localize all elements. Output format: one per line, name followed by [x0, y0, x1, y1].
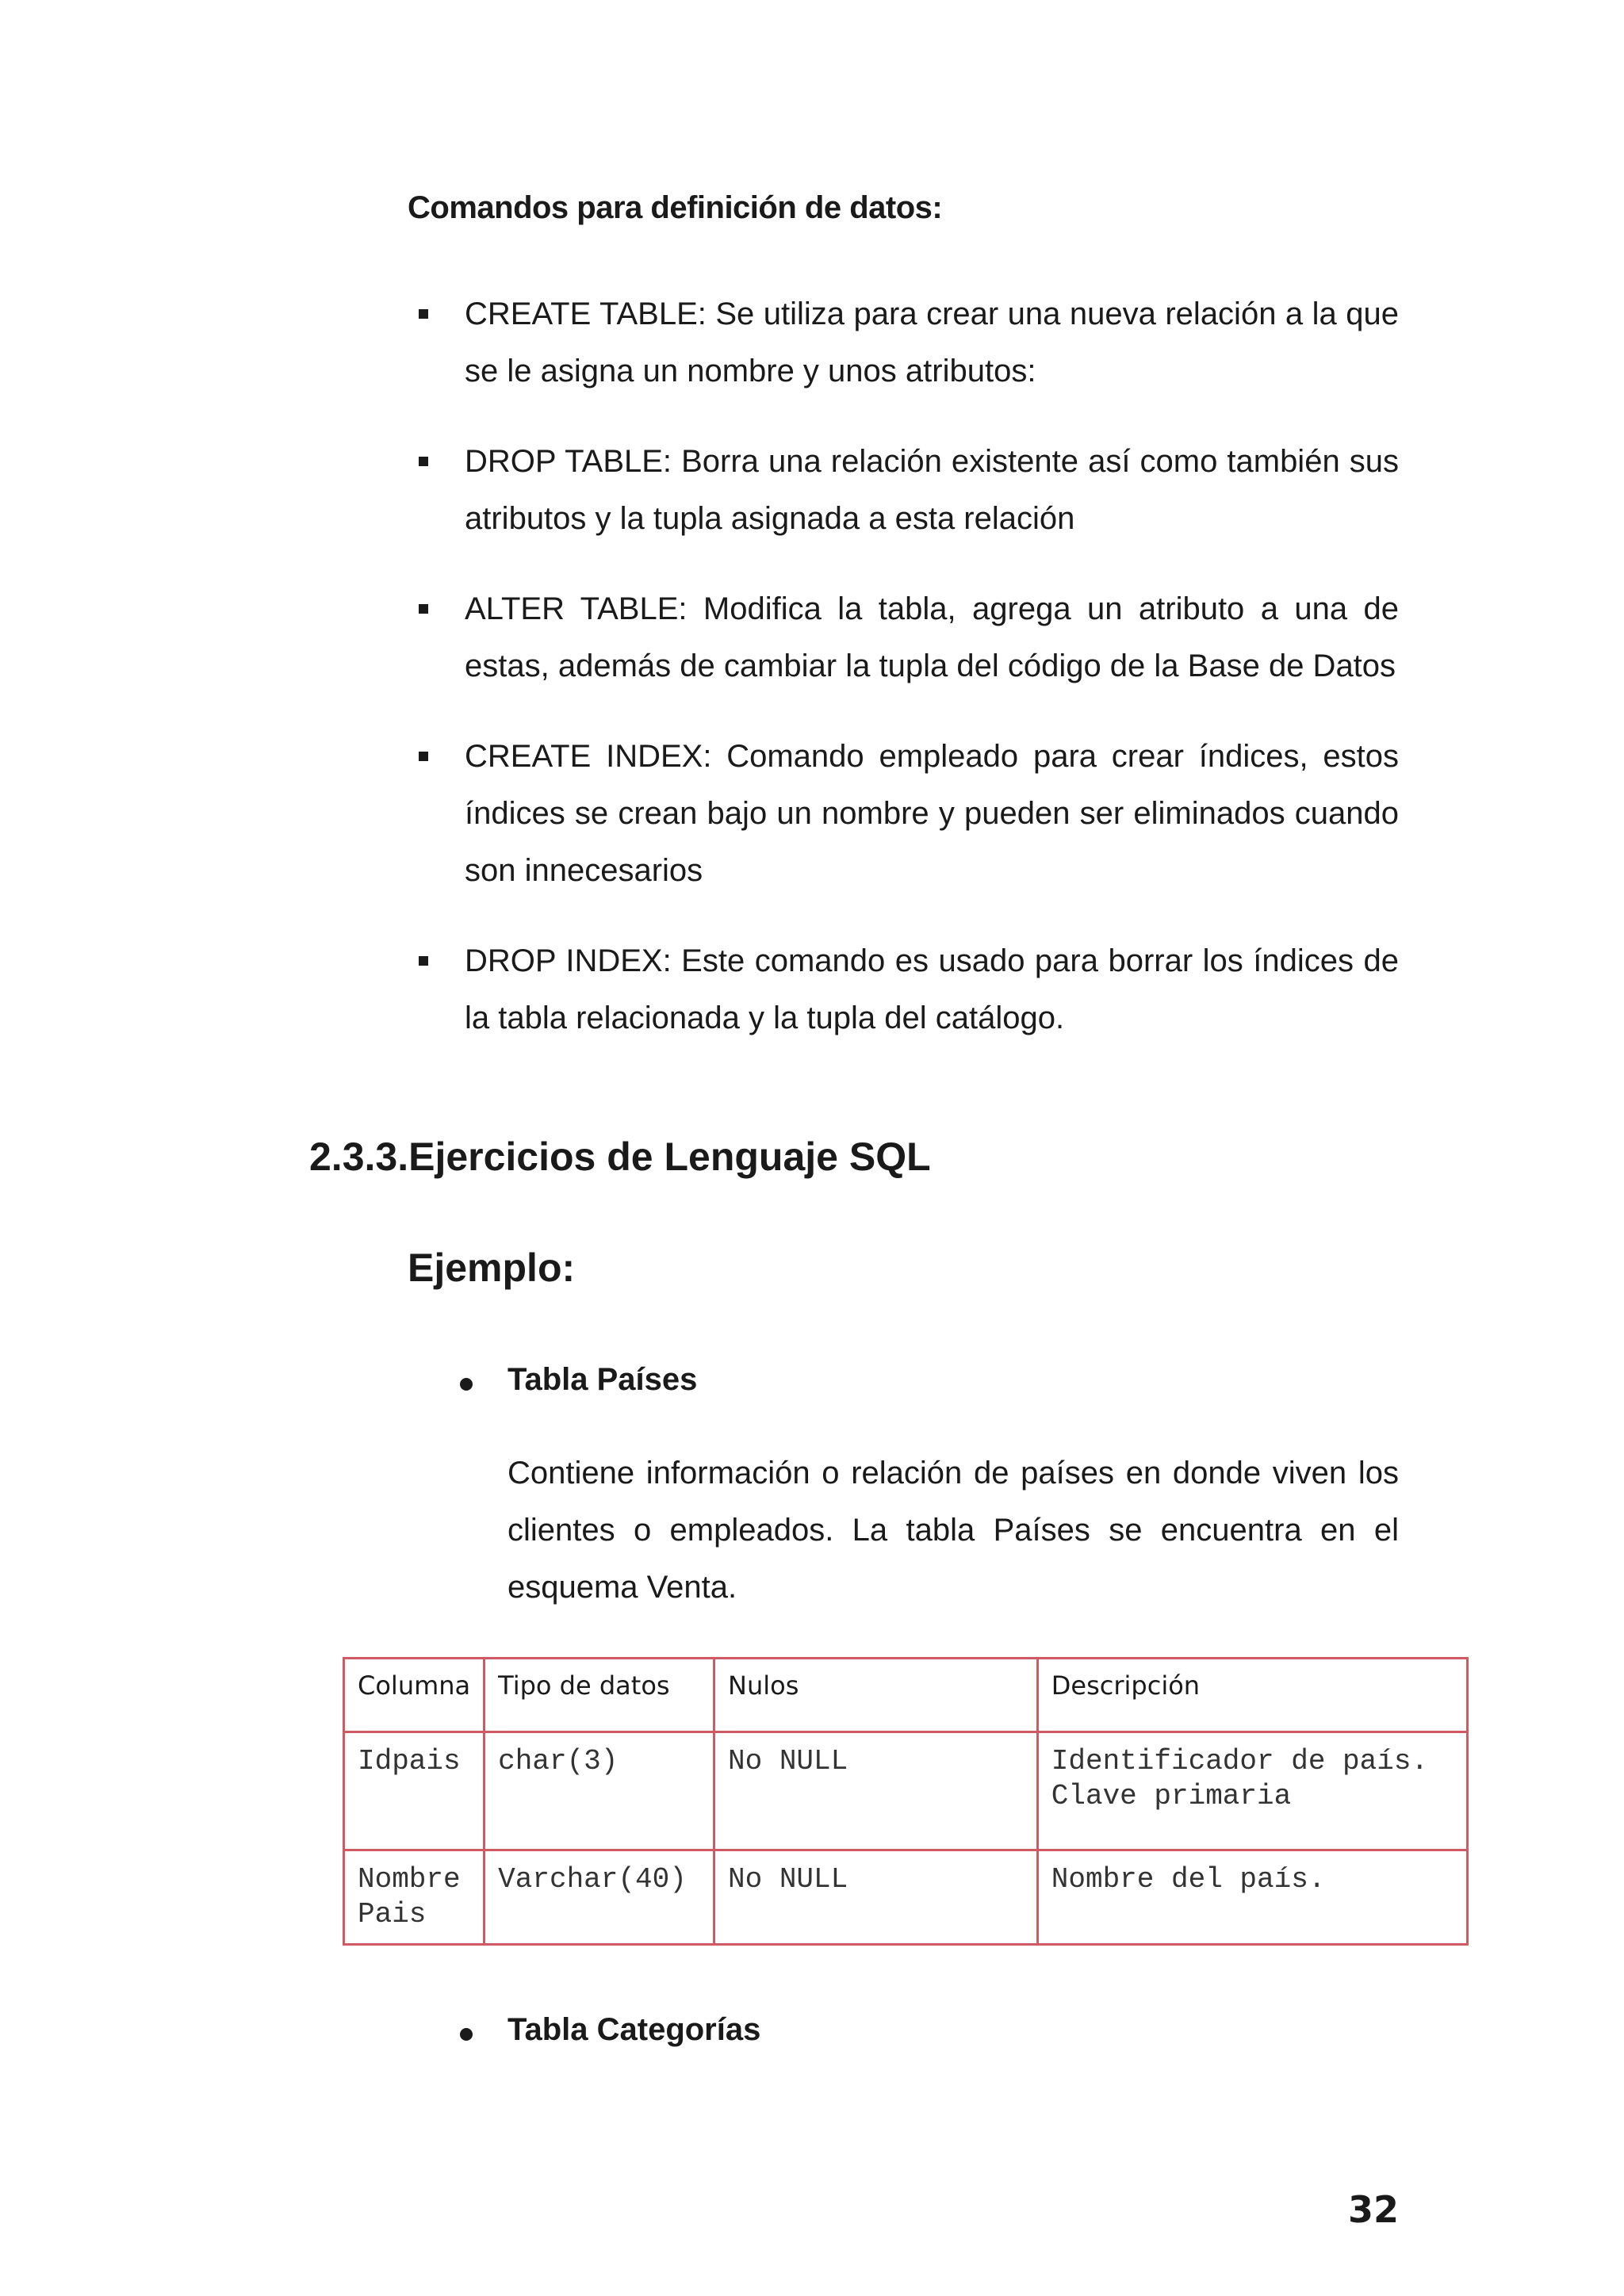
- section-title: 2.3.3.Ejercicios de Lenguaje SQL: [309, 1135, 931, 1179]
- table-cell: char(3): [485, 1732, 714, 1850]
- table-cell: No NULL: [714, 1732, 1038, 1850]
- list-item: [408, 433, 1399, 547]
- square-bullet-icon: [419, 309, 428, 319]
- ddl-command-list: [408, 285, 1399, 1080]
- table-header-cell: Columna: [344, 1659, 485, 1732]
- table-header-row: [344, 1659, 1468, 1732]
- square-bullet-icon: [419, 956, 428, 966]
- list-item-text: DROP TABLE: Borra una relación existente así como también sus atributos y la tupla asignada a esta relación: [465, 444, 1399, 536]
- table-cell: Identificador de país. Clave primaria: [1037, 1732, 1467, 1850]
- ddl-subheading: Comandos para definición de datos:: [408, 190, 943, 225]
- example-title: Ejemplo:: [408, 1246, 576, 1290]
- table-cell: Nombre Pais: [344, 1850, 485, 1945]
- square-bullet-icon: [419, 604, 428, 614]
- list-item: [408, 285, 1399, 400]
- paises-schema-table: [343, 1657, 1469, 1946]
- round-bullet-icon: [460, 2028, 473, 2041]
- table-cell: No NULL: [714, 1850, 1038, 1945]
- table-row: [344, 1732, 1468, 1850]
- table-cell: Idpais: [344, 1732, 485, 1850]
- tabla-paises-description: Contiene información o relación de países en donde viven los clientes o empleados. La tabla Países se encuentra en el esquema Venta.: [508, 1456, 1399, 1605]
- list-item: [408, 580, 1399, 695]
- table-header-cell: Descripción: [1037, 1659, 1467, 1732]
- list-item-text: CREATE INDEX: Comando empleado para crear índices, estos índices se crean bajo un nombre y pueden ser eliminados cuando son innecesarios: [465, 739, 1399, 888]
- square-bullet-icon: [419, 457, 428, 466]
- list-item-text: CREATE TABLE: Se utiliza para crear una nueva relación a la que se le asigna un nombre y unos atributos:: [465, 297, 1399, 388]
- table-cell: Nombre del país.: [1037, 1850, 1467, 1945]
- list-item: [408, 728, 1399, 899]
- list-item: [408, 932, 1399, 1047]
- table-header-cell: Nulos: [714, 1659, 1038, 1732]
- table-row: [344, 1850, 1468, 1945]
- page-number: 32: [1348, 2188, 1400, 2231]
- table-header-cell: Tipo de datos: [485, 1659, 714, 1732]
- table-cell: Varchar(40): [485, 1850, 714, 1945]
- list-item-text: ALTER TABLE: Modifica la tabla, agrega un atributo a una de estas, además de cambiar la tupla del código de la Base de Datos: [465, 591, 1399, 683]
- tabla-paises-title: Tabla Países: [508, 1362, 698, 1397]
- square-bullet-icon: [419, 752, 428, 761]
- round-bullet-icon: [460, 1378, 473, 1391]
- tabla-categorias-title: Tabla Categorías: [508, 2012, 761, 2047]
- list-item-text: DROP INDEX: Este comando es usado para borrar los índices de la tabla relacionada y la tupla del catálogo.: [465, 943, 1399, 1035]
